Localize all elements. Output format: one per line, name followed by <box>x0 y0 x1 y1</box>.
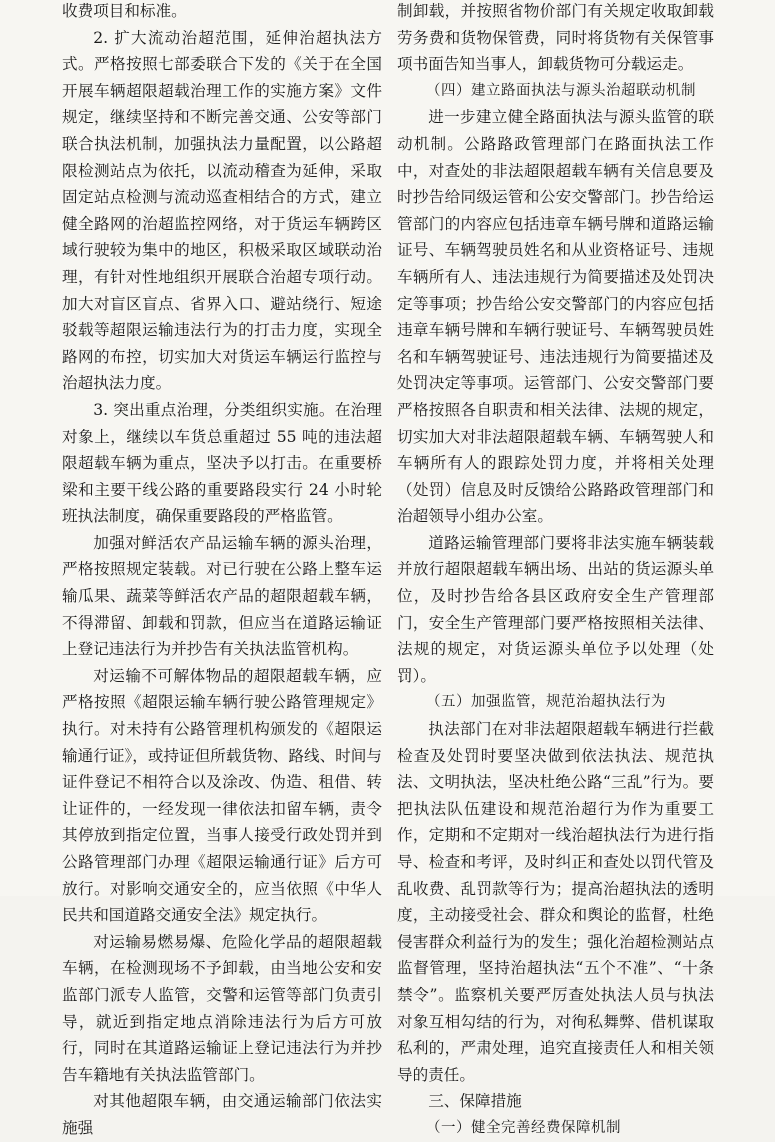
right-column-subheading: （一）健全完善经费保障机制 <box>426 1119 621 1136</box>
right-column <box>397 0 714 1142</box>
right-column-subheading: （四）建立路面执法与源头治超联动机制 <box>426 82 696 99</box>
column-gutter <box>388 0 389 896</box>
left-column-paragraph: 加强对鲜活农产品运输车辆的源头治理，严格按照规定装载。对已行驶在公路上整车运输瓜果、蔬菜等鲜活农产品的超限超载车辆，不得滞留、卸载和罚款，但应当在道路运输证上登记违法行为并抄告有关执法监管机构。 <box>62 533 382 659</box>
right-column-section-heading: 三、保障措施 <box>428 1092 522 1111</box>
left-column-paragraph: 对其他超限车辆，由交通运输部门依法实施强 <box>62 1092 382 1137</box>
left-column <box>62 0 382 1142</box>
left-column-paragraph: 对运输不可解体物品的超限超载车辆，应严格按照《超限运输车辆行驶公路管理规定》执行。对未持有公路管理机构颁发的《超限运输通行证》，或持证但所载货物、路线、时间与证件登记不相符合以及涂改、伪造、租借、转让证件的，一经发现一律依法扣留车辆，责令其停放到指定位置，当事人接受行政处罚并到公路管理部门办理《超限运输通行证》后方可放行。对影响交通安全的，应当依照《中华人民共和国道路交通安全法》规定执行。 <box>62 666 382 925</box>
right-column-paragraph: 道路运输管理部门要将非法实施车辆装载并放行超限超载车辆出场、出站的货运源头单位，及时抄告给各县区政府安全生产管理部门，安全生产管理部门要严格按照相关法律、法规的规定，对货运源头单位予以处理（处罚）。 <box>397 533 714 685</box>
left-column-paragraph: 收费项目和标准。 <box>62 2 187 20</box>
left-column-paragraph: 3. 突出重点治理，分类组织实施。在治理对象上，继续以车货总重超过 55 吨的违法超限超载车辆为重点，坚决予以打击。在重要桥梁和主要干线公路的重要路段实行 24 小时轮班执法制度，确保重要路段的严格监管。 <box>62 400 382 526</box>
left-column-paragraph: 对运输易燃易爆、危险化学品的超限超载车辆，在检测现场不予卸载，由当地公安和安监部门派专人监管，交警和运管等部门负责引导，就近到指定地点消除违法行为后方可放行，同时在其道路运输证上登记违法行为并抄告车籍地有关执法监管部门。 <box>62 932 382 1084</box>
right-column-subheading: （五）加强监管，规范治超执法行为 <box>426 694 666 711</box>
left-column-paragraph: 2. 扩大流动治超范围，延伸治超执法方式。严格按照七部委联合下发的《关于在全国开展车辆超限超载治理工作的实施方案》文件规定，继续坚持和不断完善交通、公安等部门联合执法机制，加强执法力量配置，以公路超限检测站点为依托，以流动稽查为延伸，采取固定站点检测与流动巡查相结合的方式，建立健全路网的治超监控网络，对于货运车辆跨区域行驶较为集中的地区，积极采取区域联动治理，有针对性地组织开展联合治超专项行动。加大对盲区盲点、省界入口、避站绕行、短途驳载等超限运输违法行为的打击力度，实现全路网的布控，切实加大对货运车辆运行监控与治超执法力度。 <box>62 28 382 393</box>
right-column-paragraph: 制卸载，并按照省物价部门有关规定收取卸载劳务费和货物保管费，同时将货物有关保管事项书面告知当事人，卸载货物可分载运走。 <box>397 2 714 74</box>
right-column-paragraph: 执法部门在对非法超限超载车辆进行拦截检查及处罚时要坚决做到依法执法、规范执法、文明执法，坚决杜绝公路“三乱”行为。要把执法队伍建设和规范治超行为作为重要工作，定期和不定期对一线治超执法行为进行指导、检查和考评，及时纠正和查处以罚代管及乱收费、乱罚款等行为；提高治超执法的透明度，主动接受社会、群众和舆论的监督，杜绝侵害群众利益行为的发生；强化治超检测站点监督管理，坚持治超执法“五个不准”、“十条禁令”。监察机关要严厉查处执法人员与执法对象互相勾结的行为，对徇私舞弊、借机谋取私利的，严肃处理，追究直接责任人和相关领导的责任。 <box>397 720 714 1084</box>
right-column-paragraph: 进一步建立健全路面执法与源头监管的联动机制。公路路政管理部门在路面执法工作中，对查处的非法超限超载车辆有关信息要及时抄告给同级运管和公安交警部门。抄告给运管部门的内容应包括违章车辆号牌和道路运输证号、车辆驾驶员姓名和从业资格证号、违规车辆所有人、违法违规行为简要描述及处罚决定等事项；抄告给公安交警部门的内容应包括违章车辆号牌和车辆行驶证号、车辆驾驶员姓名和车辆驾驶证号、违法违规行为简要描述及处罚决定等事项。运管部门、公安交警部门要严格按照各自职责和相关法律、法规的规定，切实加大对非法超限超载车辆、车辆驾驶人和车辆所有人的跟踪处罚力度，并将相关处理（处罚）信息及时反馈给公路路政管理部门和治超领导小组办公室。 <box>397 108 714 526</box>
